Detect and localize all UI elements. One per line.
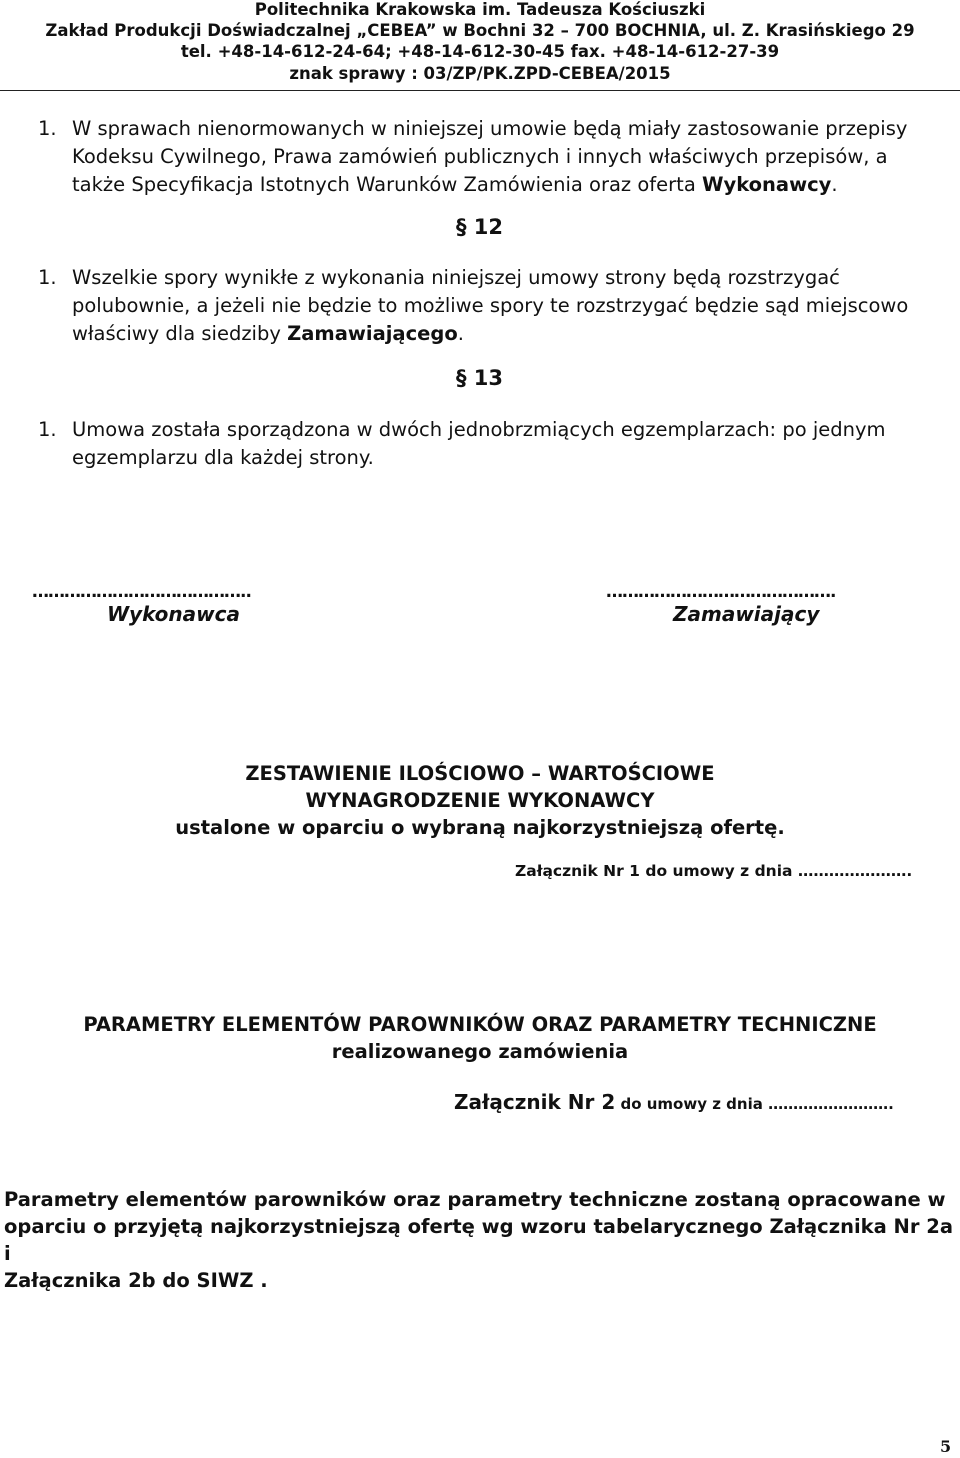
client-signature-label: Zamawiający xyxy=(673,602,820,626)
annex-2-label-date: do umowy z dnia ……………………. xyxy=(615,1095,894,1113)
clause-number: 1. xyxy=(38,117,57,140)
clause-line: polubownie, a jeżeli nie będzie to możliwe spory te rozstrzygać będzie sąd miejscowo xyxy=(72,294,909,317)
clause-number: 1. xyxy=(38,266,57,289)
section-12-heading: § 12 xyxy=(456,215,504,239)
annex-2-label-main: Załącznik Nr 2 xyxy=(454,1090,616,1114)
clause-line: W sprawach nienormowanych w niniejszej umowie będą miały zastosowanie przepisy xyxy=(72,117,908,140)
body-line: Załącznika 2b do SIWZ . xyxy=(4,1269,268,1292)
annex-1-subtitle: WYNAGRODZENIE WYKONAWCY xyxy=(305,789,655,812)
section-12-paragraph xyxy=(38,264,956,348)
annex-1-title: ZESTAWIENIE ILOŚCIOWO – WARTOŚCIOWE xyxy=(245,762,715,785)
annex-1-note: ustalone w oparciu o wybraną najkorzystniejszą ofertę. xyxy=(175,816,785,839)
clause-bold-term: Wykonawcy xyxy=(701,173,832,196)
header-phone: tel. +48-14-612-24-64; +48-14-612-30-45 fax. +48-14-612-27-39 xyxy=(180,42,780,61)
body-line: Parametry elementów parowników oraz parametry techniczne zostaną opracowane w xyxy=(4,1188,946,1211)
header-address: Zakład Produkcji Doświadczalnej „CEBEA” w Bochni 32 – 700 BOCHNIA, ul. Z. Krasińskiego 29 xyxy=(45,21,915,40)
annex-2-subtitle: realizowanego zamówienia xyxy=(331,1040,629,1063)
annex-2-label xyxy=(454,1090,894,1114)
client-signature-line: ……………………………………. xyxy=(606,582,836,602)
clause-line: właściwy dla siedziby xyxy=(72,322,288,345)
clause-period: . xyxy=(457,322,464,345)
annex-2-title: PARAMETRY ELEMENTÓW PAROWNIKÓW ORAZ PARAMETRY TECHNICZNE xyxy=(83,1013,877,1036)
page-number: 5 xyxy=(940,1437,952,1456)
clause-bold-term: Zamawiającego xyxy=(287,322,458,345)
annex-2-body xyxy=(4,1186,954,1294)
clause-line: Umowa została sporządzona w dwóch jednobrzmiących egzemplarzach: po jednym xyxy=(72,418,886,441)
body-line: oparciu o przyjętą najkorzystniejszą ofertę wg wzoru tabelarycznego Załącznika Nr 2a i xyxy=(4,1215,953,1265)
clause-number: 1. xyxy=(38,418,57,441)
clause-line: egzemplarzu dla każdej strony. xyxy=(72,446,374,469)
contractor-signature-line: ………………………………….. xyxy=(32,582,251,602)
header-divider xyxy=(0,90,960,91)
clause-period: . xyxy=(831,173,838,196)
annex-1-label: Załącznik Nr 1 do umowy z dnia …………………. xyxy=(515,862,913,880)
clause-11-paragraph xyxy=(38,115,956,199)
clause-line: także Specyfikacja Istotnych Warunków Zamówienia oraz oferta xyxy=(72,173,702,196)
header-case-number: znak sprawy : 03/ZP/PK.ZPD-CEBEA/2015 xyxy=(289,64,671,83)
clause-line: Kodeksu Cywilnego, Prawa zamówień publicznych i innych właściwych przepisów, a xyxy=(72,145,888,168)
section-13-heading: § 13 xyxy=(456,366,504,390)
section-13-paragraph xyxy=(38,416,956,472)
header-institution: Politechnika Krakowska im. Tadeusza Kościuszki xyxy=(254,0,706,19)
clause-line: Wszelkie spory wynikłe z wykonania niniejszej umowy strony będą rozstrzygać xyxy=(72,266,840,289)
contractor-signature-label: Wykonawca xyxy=(107,602,240,626)
